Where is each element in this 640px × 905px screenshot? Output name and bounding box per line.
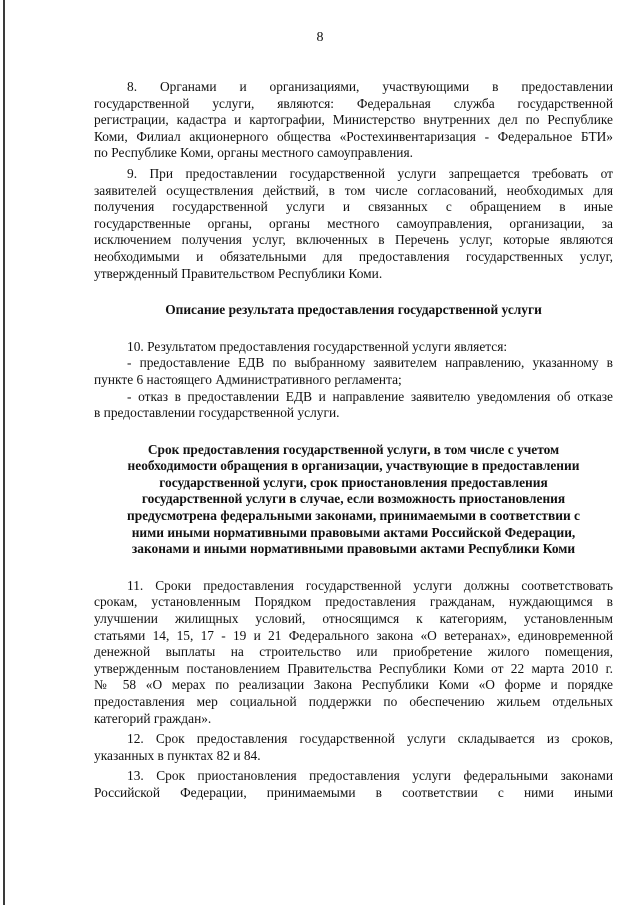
heading-line: ними иными нормативными правовыми актами Российской Федерации, bbox=[131, 524, 576, 540]
text-line: государственные органы, органы местного самоуправления, организации, за bbox=[94, 215, 613, 231]
text-line: 12. Срок предоставления государственной услуги складывается из сроков, bbox=[127, 731, 613, 747]
paragraph-12 bbox=[94, 731, 613, 764]
list-item-line: пункте 6 настоящего Административного регламента; bbox=[94, 371, 402, 387]
section-heading-result: Описание результата предоставления государственной услуги bbox=[165, 302, 542, 318]
heading-line: законами и иными нормативными правовыми актами Республики Коми bbox=[131, 541, 576, 557]
list-item-line: - предоставление ЕДВ по выбранному заявителем направлению, указанному в bbox=[127, 355, 613, 371]
text-line: срокам, установленным Порядком предоставления гражданам, нуждающимся в bbox=[94, 594, 613, 610]
text-line: получения государственной услуги и связанных с обращением в иные bbox=[94, 199, 613, 215]
list-item-line: - отказ в предоставлении ЕДВ и направление заявителю уведомления об отказе bbox=[127, 388, 613, 404]
text-line: указанных в пунктах 82 и 84. bbox=[94, 747, 261, 763]
text-line: предоставления мер социальной поддержки по обеспечению жильем отдельных bbox=[94, 694, 613, 709]
text-line: улучшении жилищных условий, относящимся к категориям, установленным bbox=[94, 611, 613, 627]
paragraph-13 bbox=[94, 768, 613, 801]
page-number: 8 bbox=[316, 30, 324, 45]
paragraph-11 bbox=[94, 578, 613, 727]
heading-line: государственной услуги, срок приостановления предоставления bbox=[159, 474, 548, 490]
paragraph-8 bbox=[94, 79, 613, 162]
heading-line: необходимости обращения в организации, участвующие в предоставлении bbox=[127, 458, 580, 474]
scan-edge-line bbox=[3, 0, 5, 905]
text-line: необходимыми и обязательными для предоставления государственных услуг, bbox=[94, 248, 613, 264]
paragraph-10 bbox=[94, 339, 613, 422]
document-body bbox=[94, 79, 613, 802]
text-line: регистрации, кадастра и картографии, Министерство внутренних дел по Республике bbox=[94, 112, 613, 128]
text-line: 13. Срок приостановления предоставления услуги федеральными законами bbox=[127, 768, 613, 784]
text-line: по Республике Коми, органы местного самоуправления. bbox=[94, 145, 413, 161]
text-line: исключением получения услуг, включенных в Перечень услуг, которые являются bbox=[94, 232, 613, 248]
list-item-line: в предоставлении государственной услуги. bbox=[94, 405, 340, 421]
text-line: Коми, Филиал акционерного общества «Ростехинвентаризация - Федеральное БТИ» bbox=[94, 128, 613, 144]
heading-line: предусмотрена федеральными законами, принимаемыми в соответствии с bbox=[127, 508, 580, 524]
paragraph-9 bbox=[94, 166, 613, 282]
text-line: заявителей осуществления действий, в том числе согласований, необходимых для bbox=[94, 182, 613, 198]
text-line: 9. При предоставлении государственной услуги запрещается требовать от bbox=[127, 165, 613, 181]
text-line: Российской Федерации, принимаемыми в соответствии с ними иными bbox=[94, 784, 613, 800]
text-line: государственной услуги, являются: Федеральная служба государственной bbox=[94, 95, 613, 111]
heading-line: государственной услуги в случае, если возможность приостановления bbox=[141, 491, 566, 507]
text-line: категорий граждан». bbox=[94, 710, 212, 726]
section-heading-term bbox=[94, 442, 613, 558]
heading-line: Срок предоставления государственной услуги, в том числе с учетом bbox=[147, 441, 560, 457]
text-line: 8. Органами и организациями, участвующими в предоставлении bbox=[127, 79, 613, 94]
text-line: утвержденным постановлением Правительства Республики Коми от 22 марта 2010 г. bbox=[94, 660, 613, 676]
text-line: 10. Результатом предоставления государственной услуги является: bbox=[127, 338, 508, 354]
text-line: утвержденный Правительством Республики Коми. bbox=[94, 265, 383, 281]
text-line: денежной выплаты на строительство или приобретение жилого помещения, bbox=[94, 644, 613, 660]
text-line: 11. Сроки предоставления государственной услуги должны соответствовать bbox=[127, 577, 613, 593]
text-line: № 58 «О мерах по реализации Закона Республики Коми «О форме и порядке bbox=[94, 677, 613, 693]
text-line: статьями 14, 15, 17 - 19 и 21 Федерального закона «О ветеранах», единовременной bbox=[94, 627, 613, 643]
